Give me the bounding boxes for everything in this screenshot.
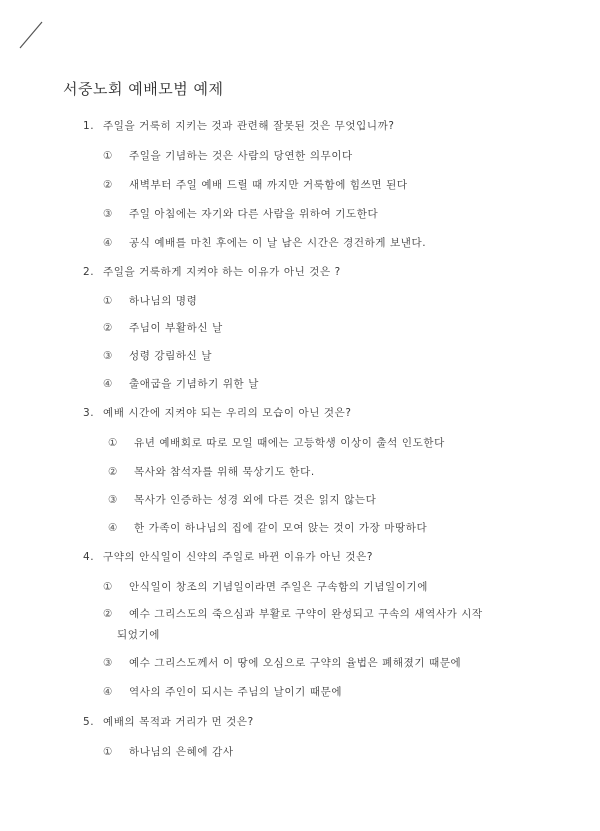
option-continuation: 되었기에 [117, 629, 160, 641]
question-text: 주일을 거룩히 지키는 것과 관련해 잘못된 것은 무엇입니까? [103, 120, 395, 132]
question-3 [83, 405, 352, 420]
option-2-1: ① 하나님의 명령 [103, 295, 198, 307]
question-text: 예배의 목적과 거리가 먼 것은? [103, 716, 254, 728]
question-number: 2. [83, 266, 95, 278]
option-1-3: ③ 주일 아침에는 자기와 다른 사람을 위하여 기도한다 [103, 208, 379, 220]
option-5-1: ① 하나님의 은혜에 감사 [103, 746, 234, 758]
option-1-2: ② 새벽부터 주일 예배 드릴 때 까지만 거룩함에 힘쓰면 된다 [103, 179, 408, 191]
question-number: 4. [83, 551, 95, 563]
question-text: 예배 시간에 지켜야 되는 우리의 모습이 아닌 것은? [103, 407, 352, 419]
option-4-2: ② 예수 그리스도의 죽으심과 부활로 구약이 완성되고 구속의 새역사가 시작 되었기에 [103, 604, 483, 646]
option-4-3: ③ 예수 그리스도께서 이 땅에 오심으로 구약의 율법은 폐해졌기 때문에 [103, 657, 462, 669]
pen-stroke-mark [18, 10, 58, 50]
option-1-4: ④ 공식 예배를 마친 후에는 이 날 남은 시간은 경건하게 보낸다. [103, 237, 427, 249]
question-number: 3. [83, 407, 95, 419]
question-1 [83, 118, 395, 133]
option-2-3: ③ 성령 강림하신 날 [103, 350, 213, 362]
question-text: 구약의 안식일이 신약의 주일로 바뀐 이유가 아닌 것은? [103, 551, 374, 563]
question-5 [83, 714, 254, 729]
question-number: 5. [83, 716, 95, 728]
question-2 [83, 264, 341, 279]
option-4-4: ④ 역사의 주인이 되시는 주님의 날이기 때문에 [103, 686, 343, 698]
option-1-1: ① 주일을 기념하는 것은 사람의 당연한 의무이다 [103, 150, 353, 162]
option-3-3: ③ 목사가 인증하는 성경 외에 다른 것은 읽지 않는다 [108, 494, 377, 506]
question-number: 1. [83, 120, 95, 132]
question-text: 주일을 거룩하게 지켜야 하는 이유가 아닌 것은 ? [103, 266, 341, 278]
option-3-4: ④ 한 가족이 하나님의 집에 같이 모여 앉는 것이 가장 마땅하다 [108, 522, 428, 534]
option-4-1: ① 안식일이 창조의 기념일이라면 주일은 구속함의 기념일이기에 [103, 581, 429, 593]
option-2-2: ② 주님이 부활하신 날 [103, 322, 223, 334]
option-3-1: ① 유년 예배회로 따로 모일 때에는 고등학생 이상이 출석 인도한다 [108, 437, 445, 449]
document-title: 서중노회 예배모범 예제 [63, 80, 224, 98]
question-4 [83, 549, 373, 564]
option-2-4: ④ 출애굽을 기념하기 위한 날 [103, 378, 259, 390]
option-3-2: ② 목사와 참석자를 위해 묵상기도 한다. [108, 466, 315, 478]
